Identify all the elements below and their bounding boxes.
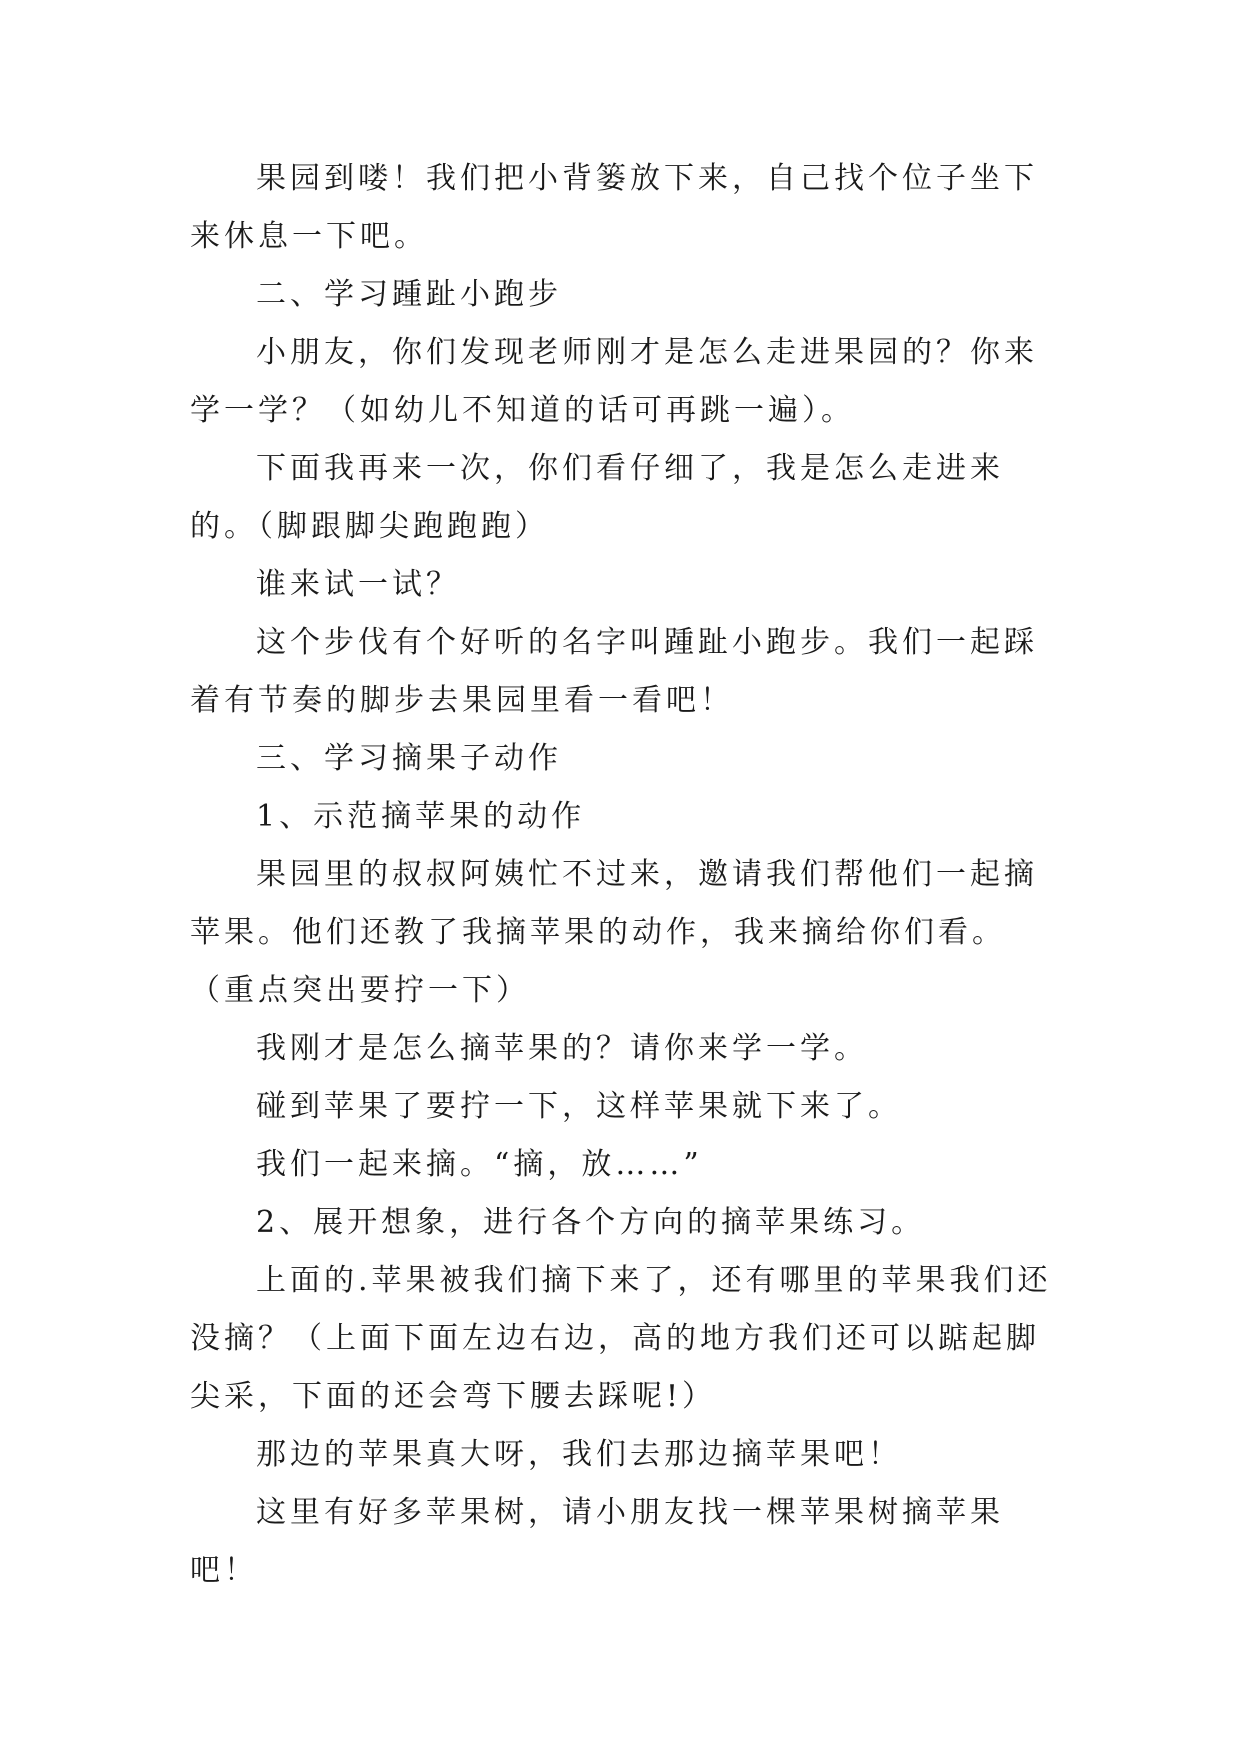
document-body	[190, 150, 1052, 1600]
paragraph: 下面我再来一次，你们看仔细了，我是怎么走进来的。（脚跟脚尖跑跑跑）	[190, 451, 1004, 544]
paragraph: 果园里的叔叔阿姨忙不过来，邀请我们帮他们一起摘苹果。他们还教了我摘苹果的动作，我来摘给你们看。（重点突出要拧一下）	[190, 857, 1038, 1008]
paragraph: 谁来试一试？	[256, 567, 460, 602]
paragraph: 那边的苹果真大呀，我们去那边摘苹果吧！	[256, 1437, 902, 1472]
paragraph: 这个步伐有个好听的名字叫踵趾小跑步。我们一起踩着有节奏的脚步去果园里看一看吧！	[190, 625, 1038, 718]
paragraph: 碰到苹果了要拧一下，这样苹果就下来了。	[256, 1089, 902, 1124]
paragraph: 我们一起来摘。“摘，放……”	[256, 1147, 703, 1182]
paragraph: 上面的.苹果被我们摘下来了，还有哪里的苹果我们还没摘？（上面下面左边右边，高的地方我们还可以踮起脚尖采，下面的还会弯下腰去踩呢!）	[190, 1263, 1052, 1414]
subsection-heading: 2、展开想象，进行各个方向的摘苹果练习。	[256, 1205, 926, 1240]
paragraph: 果园到喽！我们把小背篓放下来，自己找个位子坐下来休息一下吧。	[190, 161, 1038, 254]
section-heading: 三、学习摘果子动作	[256, 741, 562, 776]
subsection-heading: 1、示范摘苹果的动作	[256, 799, 586, 834]
paragraph: 小朋友，你们发现老师刚才是怎么走进果园的？你来学一学？（如幼儿不知道的话可再跳一遍）。	[190, 335, 1038, 428]
section-heading: 二、学习踵趾小跑步	[256, 277, 562, 312]
paragraph: 这里有好多苹果树，请小朋友找一棵苹果树摘苹果吧！	[190, 1495, 1004, 1588]
paragraph: 我刚才是怎么摘苹果的？请你来学一学。	[256, 1031, 868, 1066]
